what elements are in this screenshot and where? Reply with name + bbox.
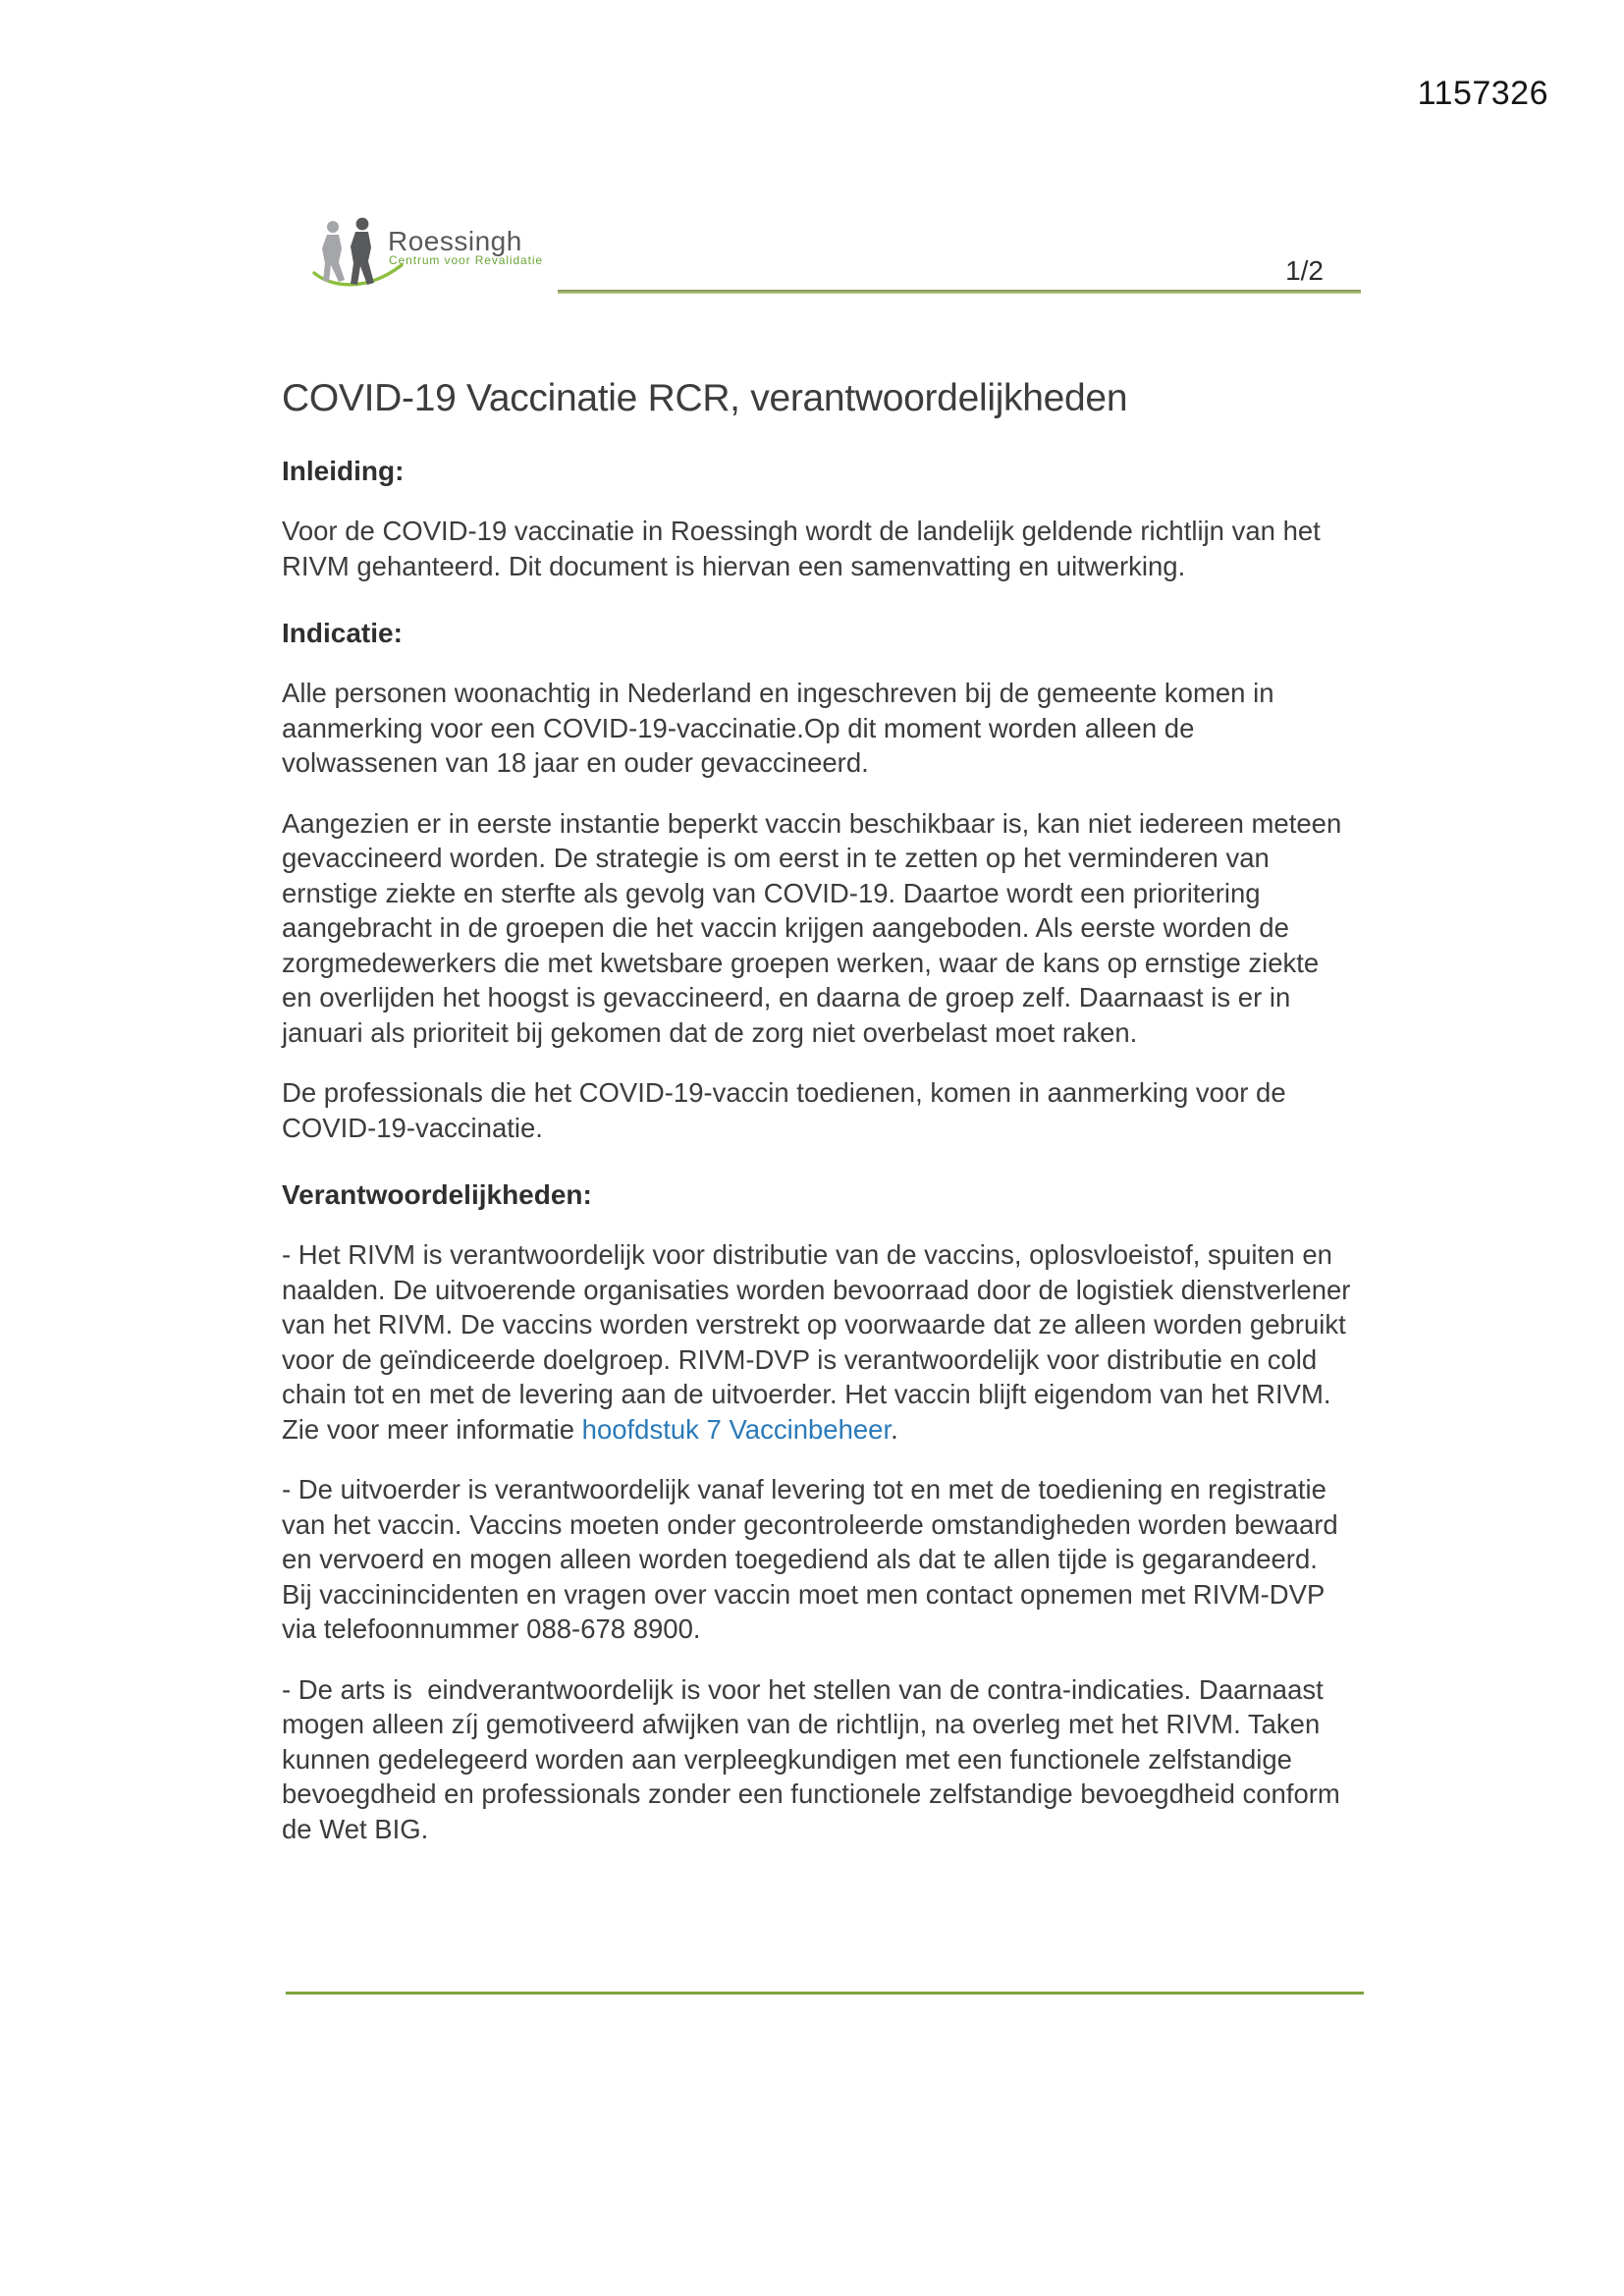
roessingh-logo <box>312 214 568 297</box>
document-title: COVID-19 Vaccinatie RCR, verantwoordelijkheden <box>282 377 1128 419</box>
link-paragraph-after: . <box>891 1413 898 1445</box>
header-rule <box>558 290 1361 294</box>
link-paragraph-before: - Het RIVM is verantwoordelijk voor distributie van de vaccins, oplosvloeistof, spuiten en naalden. De uitvoerende organisaties worden bevoorraad door de logistiek dienstverlener van het RIVM. De vaccins worden verstrekt op voorwaarde dat ze alleen worden gebruikt voor de geïndiceerde doelgroep. RIVM-DVP is verantwoordelijk voor distributie en cold chain tot en met de levering aan de uitvoerder. Het vaccin blijft eigendom van het RIVM. Zie voor meer informatie <box>282 1239 1359 1445</box>
paragraph: De professionals die het COVID-19-vaccin toedienen, komen in aanmerking voor de COVID-19-vaccinatie. <box>282 1077 1294 1143</box>
figure-light <box>322 221 345 282</box>
logo-tagline: Centrum voor Revalidatie <box>389 253 543 267</box>
section-heading-indicatie: Indicatie: <box>282 618 403 648</box>
paragraph: Voor de COVID-19 vaccinatie in Roessingh wordt de landelijk geldende richtlijn van het RIVM gehanteerd. Dit document is hiervan een samenvatting en uitwerking. <box>282 516 1328 581</box>
document-content <box>282 376 1359 1846</box>
logo-name: Roessingh <box>388 226 522 256</box>
figure-dark <box>351 218 374 285</box>
doc-number: 1157326 <box>1417 75 1548 112</box>
footer-rule <box>286 1992 1364 1995</box>
paragraph: - De uitvoerder is verantwoordelijk vanaf levering tot en met de toediening en registratie van het vaccin. Vaccins moeten onder gecontroleerde omstandigheden worden bewaard en vervoerd en mogen alleen worden toegediend als dat te allen tijde is gegarandeerd. Bij vaccinincidenten en vragen over vaccin moet men contact opnemen met RIVM-DVP via telefoonnummer 088-678 8900. <box>282 1474 1346 1644</box>
paragraph: Aangezien er in eerste instantie beperkt vaccin beschikbaar is, kan niet iedereen meteen gevaccineerd worden. De strategie is om eerst in te zetten op het verminderen van ernstige ziekte en sterfte als gevolg van COVID-19. Daartoe wordt een prioritering aangebracht in de groepen die het vaccin krijgen aangeboden. Als eerste worden de zorgmedewerkers die met kwetsbare groepen werken, waar de kans op ernstige ziekte en overlijden het hoogst is gevaccineerd, en daarna de groep zelf. Daarnaast is er in januari als prioriteit bij gekomen dat de zorg niet overbelast moet raken. <box>282 807 1349 1048</box>
paragraph: - De arts is eindverantwoordelijk is voor het stellen van de contra-indicaties. Daarnaast mogen alleen zíj gemotiveerd afwijken van de richtlijn, na overleg met het RIVM. Taken kunnen gedelegeerd worden aan verpleegkundigen met een functionele zelfstandige bevoegdheid en professionals zonder een functionele zelfstandige bevoegdheid conform de Wet BIG. <box>282 1673 1348 1844</box>
vaccinbeheer-link[interactable]: hoofdstuk 7 Vaccinbeheer <box>581 1413 892 1445</box>
paragraph: Alle personen woonachtig in Nederland en ingeschreven bij de gemeente komen in aanmerking voor een COVID-19-vaccinatie.Op dit moment worden alleen de volwassenen van 18 jaar en ouder gevaccineerd. <box>282 678 1282 778</box>
page-indicator: 1/2 <box>1285 255 1324 286</box>
section-heading-inleiding: Inleiding: <box>282 456 405 486</box>
paragraph-with-link <box>282 1237 1359 1447</box>
section-heading-verantwoordelijkheden: Verantwoordelijkheden: <box>282 1179 592 1210</box>
